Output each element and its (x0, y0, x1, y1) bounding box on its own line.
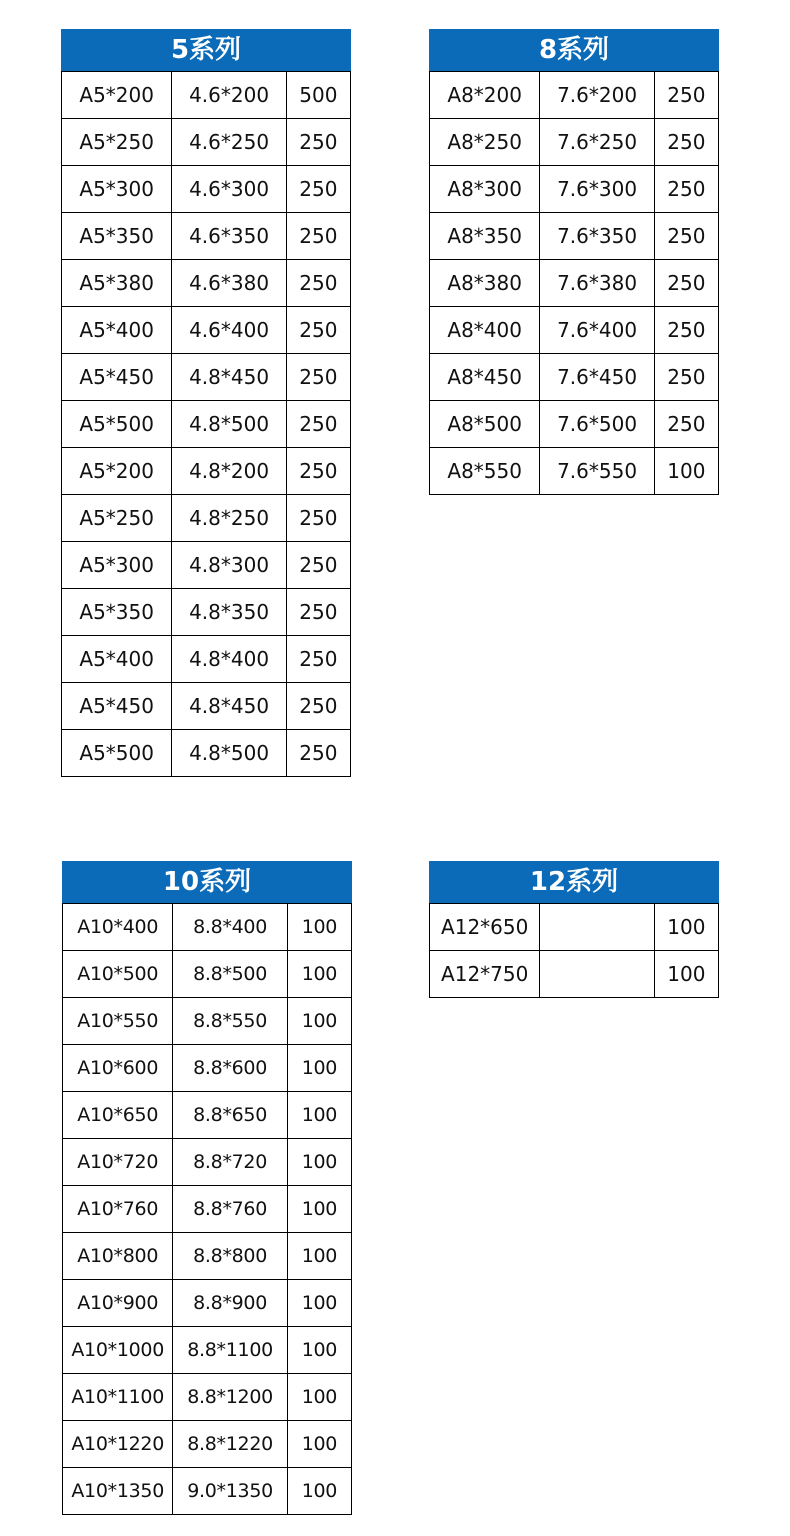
model-cell: A10*760 (63, 1186, 173, 1233)
table-row (430, 119, 719, 166)
quantity-cell: 250 (286, 260, 350, 307)
table-row (430, 260, 719, 307)
size-cell: 4.6*380 (172, 260, 286, 307)
table-row (63, 1045, 352, 1092)
table-row (62, 448, 351, 495)
model-cell: A5*300 (62, 166, 172, 213)
size-cell: 8.8*720 (173, 1139, 287, 1186)
table-row (62, 307, 351, 354)
quantity-cell: 100 (287, 1092, 351, 1139)
quantity-cell: 100 (654, 951, 718, 998)
model-cell: A10*650 (63, 1092, 173, 1139)
model-cell: A8*300 (430, 166, 540, 213)
model-cell: A5*400 (62, 307, 172, 354)
model-cell: A10*1000 (63, 1327, 173, 1374)
quantity-cell: 100 (287, 1374, 351, 1421)
size-cell: 9.0*1350 (173, 1468, 287, 1515)
size-cell: 7.6*350 (540, 213, 654, 260)
model-cell: A5*450 (62, 683, 172, 730)
table-row (430, 354, 719, 401)
table-row (430, 307, 719, 354)
model-cell: A5*200 (62, 448, 172, 495)
table-row (430, 213, 719, 260)
model-cell: A5*250 (62, 119, 172, 166)
series-12-table (429, 861, 719, 998)
model-cell: A5*500 (62, 401, 172, 448)
model-cell: A5*450 (62, 354, 172, 401)
table-row (62, 589, 351, 636)
model-cell: A5*350 (62, 213, 172, 260)
table-row (62, 72, 351, 119)
table-row (62, 495, 351, 542)
size-cell: 4.8*450 (172, 683, 286, 730)
series-10-title: 10系列 (62, 861, 352, 903)
size-cell: 7.6*300 (540, 166, 654, 213)
quantity-cell: 500 (286, 72, 350, 119)
quantity-cell: 250 (654, 307, 718, 354)
table-row (62, 401, 351, 448)
quantity-cell: 250 (654, 213, 718, 260)
size-cell: 8.8*400 (173, 904, 287, 951)
table-row (430, 72, 719, 119)
size-cell: 8.8*900 (173, 1280, 287, 1327)
series-8-title: 8系列 (429, 29, 719, 71)
size-cell: 8.8*600 (173, 1045, 287, 1092)
table-row (63, 904, 352, 951)
size-cell: 7.6*380 (540, 260, 654, 307)
quantity-cell: 250 (286, 495, 350, 542)
table-row (63, 1280, 352, 1327)
size-cell: 4.6*300 (172, 166, 286, 213)
table-row (62, 354, 351, 401)
size-cell: 4.8*350 (172, 589, 286, 636)
series-8-table (429, 29, 719, 495)
table-row (430, 401, 719, 448)
model-cell: A5*500 (62, 730, 172, 777)
quantity-cell: 250 (654, 354, 718, 401)
quantity-cell: 250 (654, 401, 718, 448)
size-cell: 4.6*250 (172, 119, 286, 166)
quantity-cell: 100 (287, 1280, 351, 1327)
model-cell: A10*400 (63, 904, 173, 951)
size-cell: 8.8*1100 (173, 1327, 287, 1374)
table-row (63, 998, 352, 1045)
size-cell: 4.8*400 (172, 636, 286, 683)
model-cell: A10*500 (63, 951, 173, 998)
quantity-cell: 250 (286, 401, 350, 448)
table-row (63, 1233, 352, 1280)
table-row (62, 683, 351, 730)
table-row (62, 260, 351, 307)
table-row (62, 166, 351, 213)
size-cell: 7.6*200 (540, 72, 654, 119)
quantity-cell: 100 (287, 1468, 351, 1515)
size-cell: 4.8*450 (172, 354, 286, 401)
size-cell: 7.6*250 (540, 119, 654, 166)
quantity-cell: 100 (287, 1327, 351, 1374)
table-row (430, 166, 719, 213)
table-row (63, 1374, 352, 1421)
size-cell: 4.8*250 (172, 495, 286, 542)
quantity-cell: 250 (286, 119, 350, 166)
size-cell: 8.8*550 (173, 998, 287, 1045)
quantity-cell: 250 (286, 542, 350, 589)
table-row (62, 213, 351, 260)
quantity-cell: 100 (287, 1045, 351, 1092)
size-cell: 8.8*1200 (173, 1374, 287, 1421)
quantity-cell: 100 (287, 951, 351, 998)
size-cell: 4.6*400 (172, 307, 286, 354)
quantity-cell: 250 (286, 354, 350, 401)
model-cell: A5*300 (62, 542, 172, 589)
size-cell: 8.8*760 (173, 1186, 287, 1233)
series-5-table (61, 29, 351, 777)
size-cell: 4.6*350 (172, 213, 286, 260)
model-cell: A5*250 (62, 495, 172, 542)
size-cell (540, 904, 654, 951)
model-cell: A10*720 (63, 1139, 173, 1186)
quantity-cell: 100 (287, 904, 351, 951)
model-cell: A10*600 (63, 1045, 173, 1092)
quantity-cell: 100 (287, 1139, 351, 1186)
series-10-table (62, 861, 352, 1515)
size-cell: 8.8*800 (173, 1233, 287, 1280)
model-cell: A8*400 (430, 307, 540, 354)
quantity-cell: 100 (287, 1421, 351, 1468)
quantity-cell: 100 (287, 1233, 351, 1280)
quantity-cell: 100 (287, 1186, 351, 1233)
table-row (63, 1421, 352, 1468)
table-row (63, 951, 352, 998)
table-row (430, 904, 719, 951)
model-cell: A8*500 (430, 401, 540, 448)
size-cell: 4.8*500 (172, 401, 286, 448)
model-cell: A8*200 (430, 72, 540, 119)
quantity-cell: 250 (286, 213, 350, 260)
table-row (62, 636, 351, 683)
quantity-cell: 100 (287, 998, 351, 1045)
size-cell: 7.6*400 (540, 307, 654, 354)
model-cell: A10*1350 (63, 1468, 173, 1515)
model-cell: A8*350 (430, 213, 540, 260)
size-cell: 8.8*1220 (173, 1421, 287, 1468)
model-cell: A10*1100 (63, 1374, 173, 1421)
model-cell: A5*380 (62, 260, 172, 307)
quantity-cell: 250 (654, 72, 718, 119)
model-cell: A12*650 (430, 904, 540, 951)
size-cell: 4.8*300 (172, 542, 286, 589)
quantity-cell: 250 (654, 260, 718, 307)
table-row (63, 1092, 352, 1139)
quantity-cell: 250 (286, 589, 350, 636)
table-row (63, 1468, 352, 1515)
quantity-cell: 250 (286, 730, 350, 777)
model-cell: A12*750 (430, 951, 540, 998)
model-cell: A5*200 (62, 72, 172, 119)
quantity-cell: 250 (286, 683, 350, 730)
table-row (62, 119, 351, 166)
table-row (63, 1139, 352, 1186)
quantity-cell: 250 (654, 166, 718, 213)
model-cell: A8*380 (430, 260, 540, 307)
table-row (63, 1327, 352, 1374)
table-row (62, 542, 351, 589)
quantity-cell: 250 (286, 448, 350, 495)
size-cell: 8.8*650 (173, 1092, 287, 1139)
model-cell: A10*1220 (63, 1421, 173, 1468)
model-cell: A10*800 (63, 1233, 173, 1280)
model-cell: A10*900 (63, 1280, 173, 1327)
series-5-title: 5系列 (61, 29, 351, 71)
quantity-cell: 250 (286, 307, 350, 354)
size-cell (540, 951, 654, 998)
table-row (430, 448, 719, 495)
size-cell: 4.8*500 (172, 730, 286, 777)
table-row (62, 730, 351, 777)
quantity-cell: 250 (286, 166, 350, 213)
table-row (430, 951, 719, 998)
quantity-cell: 250 (654, 119, 718, 166)
table-row (63, 1186, 352, 1233)
series-12-title: 12系列 (429, 861, 719, 903)
model-cell: A5*350 (62, 589, 172, 636)
quantity-cell: 250 (286, 636, 350, 683)
size-cell: 4.6*200 (172, 72, 286, 119)
size-cell: 7.6*550 (540, 448, 654, 495)
quantity-cell: 100 (654, 904, 718, 951)
quantity-cell: 100 (654, 448, 718, 495)
size-cell: 4.8*200 (172, 448, 286, 495)
model-cell: A8*450 (430, 354, 540, 401)
size-cell: 8.8*500 (173, 951, 287, 998)
model-cell: A5*400 (62, 636, 172, 683)
size-cell: 7.6*450 (540, 354, 654, 401)
model-cell: A8*250 (430, 119, 540, 166)
model-cell: A8*550 (430, 448, 540, 495)
model-cell: A10*550 (63, 998, 173, 1045)
size-cell: 7.6*500 (540, 401, 654, 448)
